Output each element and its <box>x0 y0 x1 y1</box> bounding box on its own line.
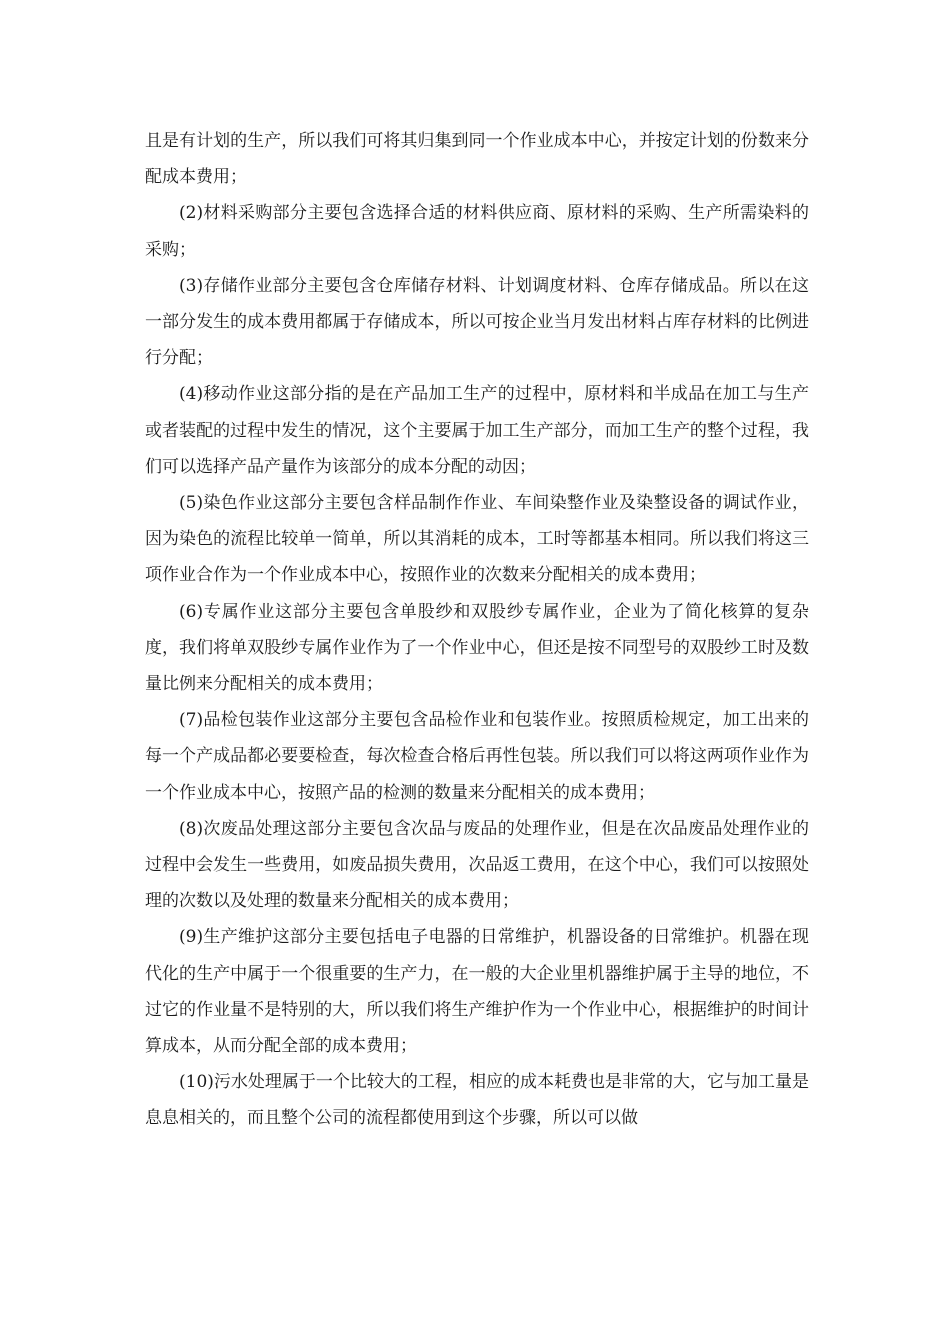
paragraph-1-continuation: 且是有计划的生产，所以我们可将其归集到同一个作业成本中心，并按定计划的份数来分配成本费用； <box>145 131 809 188</box>
paragraph-2-material-procurement: (2)材料采购部分主要包含选择合适的材料供应商、原材料的采购、生产所需染料的采购； <box>145 203 809 260</box>
document-body <box>145 123 809 1137</box>
paragraph-10-wastewater: (10)污水处理属于一个比较大的工程，相应的成本耗费也是非常的大，它与加工量是息息相关的，而且整个公司的流程都使用到这个步骤，所以可以做 <box>145 1072 809 1129</box>
paragraph-8-defect-handling: (8)次废品处理这部分主要包含次品与废品的处理作业，但是在次品废品处理作业的过程中会发生一些费用，如废品损失费用，次品返工费用，在这个中心，我们可以按照处理的次数以及处理的数量来分配相关的成本费用； <box>145 818 809 912</box>
paragraph-5-dyeing: (5)染色作业这部分主要包含样品制作作业、车间染整作业及染整设备的调试作业，因为染色的流程比较单一简单，所以其消耗的成本，工时等都基本相同。所以我们将这三项作业合作为一个作业成本中心，按照作业的次数来分配相关的成本费用； <box>145 493 809 586</box>
paragraph-3-storage: (3)存储作业部分主要包含仓库储存材料、计划调度材料、仓库存储成品。所以在这一部分发生的成本费用都属于存储成本，所以可按企业当月发出材料占库存材料的比例进行分配； <box>145 275 809 369</box>
paragraph-7-inspection-packing: (7)品检包装作业这部分主要包含品检作业和包装作业。按照质检规定，加工出来的每一个产成品都必要要检查，每次检查合格后再性包装。所以我们可以将这两项作业作为一个作业成本中心，按照产品的检测的数量来分配相关的成本费用； <box>145 710 809 803</box>
paragraph-6-dedicated: (6)专属作业这部分主要包含单股纱和双股纱专属作业，企业为了简化核算的复杂度，我们将单双股纱专属作业作为了一个作业中心，但还是按不同型号的双股纱工时及数量比例来分配相关的成本费用； <box>145 601 809 695</box>
paragraph-4-moving: (4)移动作业这部分指的是在产品加工生产的过程中，原材料和半成品在加工与生产或者装配的过程中发生的情况，这个主要属于加工生产部分，而加工生产的整个过程，我们可以选择产品产量作为该部分的成本分配的动因； <box>145 384 809 477</box>
paragraph-9-maintenance: (9)生产维护这部分主要包括电子电器的日常维护，机器设备的日常维护。机器在现代化的生产中属于一个很重要的生产力，在一般的大企业里机器维护属于主导的地位，不过它的作业量不是特别的大，所以我们将生产维护作为一个作业中心，根据维护的时间计算成本，从而分配全部的成本费用； <box>145 927 809 1057</box>
